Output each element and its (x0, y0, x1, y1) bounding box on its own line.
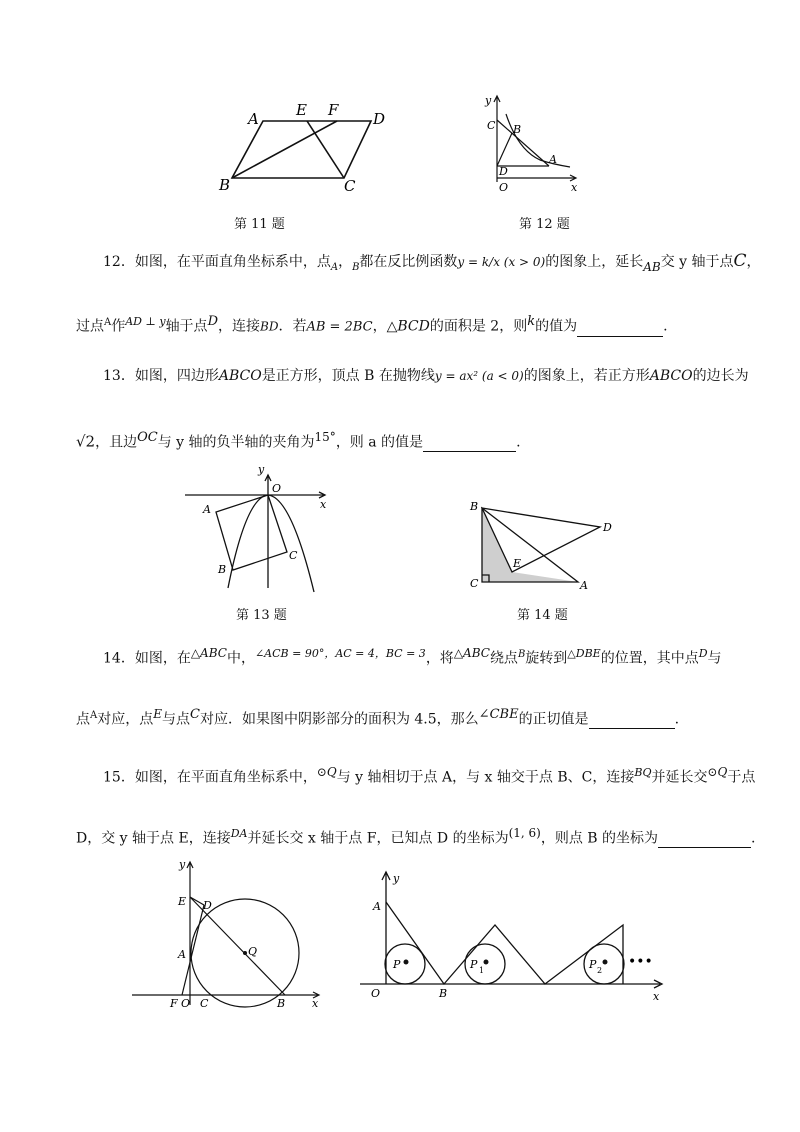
q15-line2: D，交 y 轴于点 E，连接$^{DA}$并延长交 x 轴于点 F，已知点 D 的坐标为$^{(1, 6)}$，则点 B 的坐标为 . (76, 826, 756, 847)
fig16-label-P2-sub: 2 (597, 966, 603, 975)
fig15-label-y: y (179, 858, 186, 871)
q15-line1: 15．如图，在平面直角坐标系中，$^{⊙Q}$与 y 轴相切于点 A，与 x 轴交于点 B、C，连接$^{BQ}$并延长交$^{⊙Q}$于点 (103, 765, 756, 786)
fig12-label-D: D (499, 165, 508, 178)
q12-line2: 过点$^A$作$^{AD \perp y}$轴于点$^D$，连接BD．若AB = 2BC，△BCD的面积是 2，则$^k$的值为 . (76, 314, 668, 335)
fig13-label-B: B (218, 563, 227, 576)
fig16-label-P1-sub: 1 (479, 966, 485, 975)
fig14-label-E: E (513, 557, 522, 570)
fig13-label-x: x (320, 498, 327, 511)
fig11-label-E: E (296, 101, 307, 119)
fig11-label-C: C (344, 177, 356, 195)
fig12-label-B: B (513, 123, 522, 136)
caption-fig14: 第 14 题 (517, 608, 568, 623)
fig14-label-B: B (470, 500, 479, 513)
fig15-label-E: E (178, 895, 187, 908)
fig16-ellipsis: ••• (628, 954, 653, 970)
fig12-label-O: O (499, 181, 509, 194)
fig15-label-D: D (203, 899, 212, 912)
fig13-label-C: C (289, 549, 298, 562)
fig11-label-F: F (328, 101, 339, 119)
fig15-label-A: A (178, 948, 186, 961)
caption-fig12: 第 12 题 (519, 217, 570, 232)
q14-line1: 14．如图，在$^{\triangle ABC}$中，$^{\angle ACB = 90^\circ,AC = 4,BC = 3}$，将$^{\triangle ABC}$绕点$^B$旋转到$^{\triangle DBE}$的位置，其中点$^D$与 (103, 646, 722, 667)
fig11-label-B: B (219, 176, 231, 194)
fig14-label-C: C (470, 577, 479, 590)
fig15-label-B: B (277, 997, 286, 1010)
fig16-label-B: B (439, 987, 448, 1000)
fig15-label-C: C (200, 997, 209, 1010)
fig16-label-A: A (373, 900, 381, 913)
fig15-label-x: x (312, 997, 319, 1010)
caption-fig13: 第 13 题 (236, 608, 287, 623)
fig12-label-x: x (571, 181, 578, 194)
q14-line2: 点$^A$对应，点$^E$与点$^C$对应．如果图中阴影部分的面积为 4.5，那么$^{\angle CBE}$的正切值是 . (76, 707, 680, 728)
fig13-label-y: y (258, 463, 265, 476)
fig12-label-y: y (485, 94, 492, 107)
fig16-label-O: O (371, 987, 381, 1000)
fig16-label-P: P (393, 958, 401, 971)
q13-line2: √2，且边$^{OC}$与 y 轴的负半轴的夹角为$^{15^\circ}$，则 a 的值是 . (76, 430, 521, 451)
fig16-label-P1: P (470, 958, 478, 971)
fig15-label-O: O (181, 997, 191, 1010)
fig13-label-O: O (272, 482, 282, 495)
fig16-label-x: x (653, 990, 660, 1003)
fig11-label-D: D (373, 110, 386, 128)
fig14-label-A: A (580, 579, 588, 592)
fig12-label-A: A (549, 153, 557, 166)
fig13-label-A: A (203, 503, 211, 516)
fig11-label-A: A (248, 110, 259, 128)
caption-fig11: 第 11 题 (234, 217, 285, 232)
fig16-label-P2: P (589, 958, 597, 971)
fig16-label-y: y (393, 872, 400, 885)
q13-line1: 13．如图，四边形ABCO是正方形，顶点 B 在抛物线y = ax² (a < 0)的图象上，若正方形ABCO的边长为 (103, 368, 749, 384)
fig15-label-Q: Q (248, 945, 258, 958)
fig15-label-F: F (170, 997, 178, 1010)
q12-line1: 12．如图，在平面直角坐标系中，点$_A$，$_B$都在反比例函数y = k/x (x > 0)的图象上，延长AB交 y 轴于点C， (103, 251, 761, 274)
fig14-label-D: D (603, 521, 612, 534)
fig12-label-C: C (487, 119, 496, 132)
